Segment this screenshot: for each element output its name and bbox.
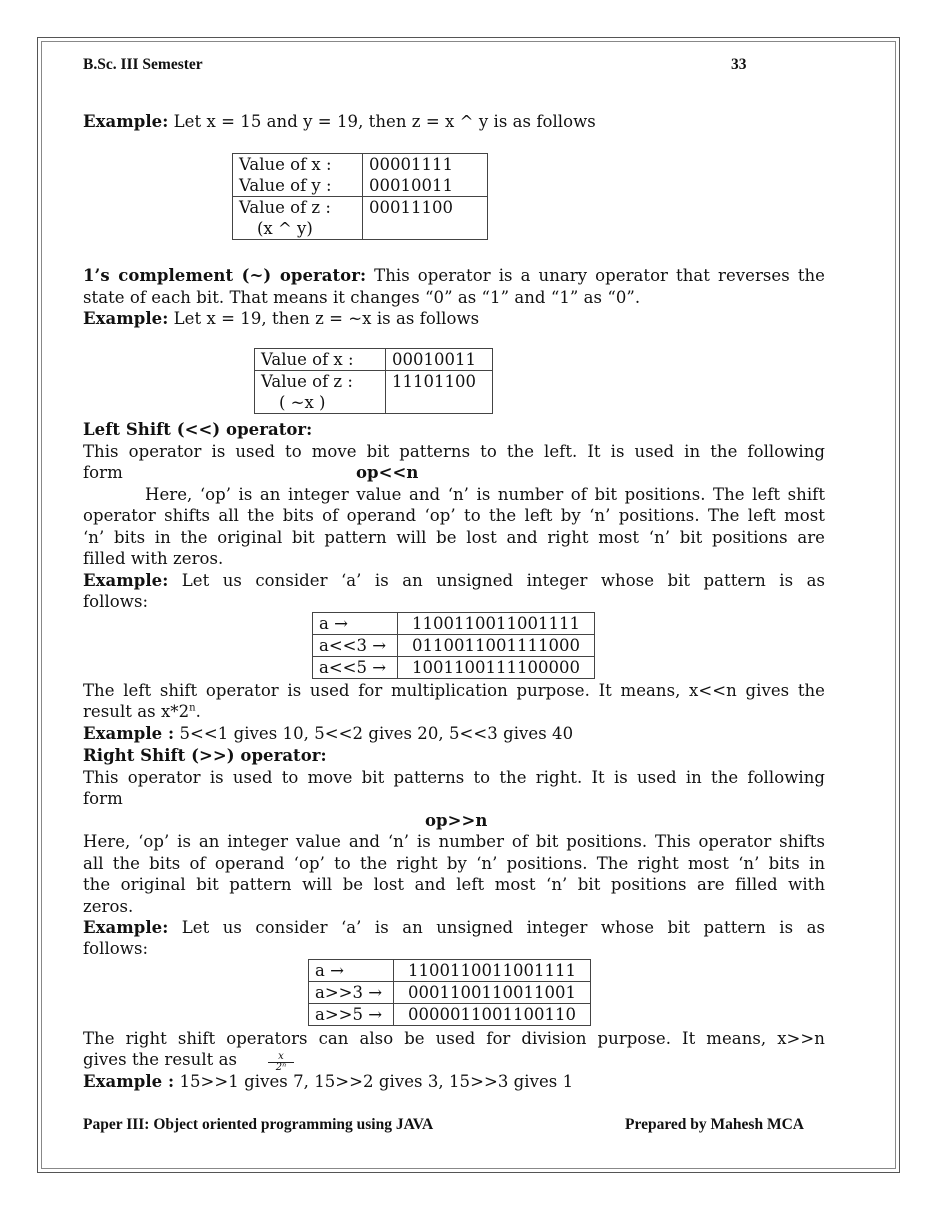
right-shift-line2: form [83,789,123,808]
table-cell: 00011100 [363,197,488,240]
left-shift-example: Example: Let us consider ‘a’ is an unsigned integer whose bit pattern is as [83,571,825,590]
table-cell: a<<3 → [313,635,398,657]
right-shift-heading: Right Shift (>>) operator: [83,746,327,765]
table-cell: 1100110011001111 [398,613,595,635]
right-shift-div-2: gives the result as [83,1050,238,1069]
xor-example-line [83,111,825,132]
left-shift-mult-1: The left shift operator is used for multiplication purpose. It means, x<<n gives the [83,681,825,700]
table-cell: Value of z : (x ^ y) [233,197,363,240]
table-cell: 00001111 00010011 [363,154,488,197]
left-shift-para-1: Here, ‘op’ is an integer value and ‘n’ is number of bit positions. The left shift [145,485,825,504]
right-shift-example-cont: follows: [83,939,149,958]
complement-table [254,348,493,414]
table-row [313,657,595,679]
left-shift-para-4: filled with zeros. [83,549,224,568]
table-cell: Value of z : ( ~x ) [255,371,386,414]
right-shift-div-1: The right shift operators can also be used for division purpose. It means, x>>n [83,1029,825,1048]
table-cell: 0000011001100110 [394,1004,591,1026]
left-shift-heading: Left Shift (<<) operator: [83,420,313,439]
table-row [313,613,595,635]
left-shift-para-3: ‘n’ bits in the original bit pattern will be lost and right most ‘n’ bit positions are [83,528,825,547]
table-cell: Value of x : [255,349,386,371]
table-cell: a → [313,613,398,635]
ones-complement-line1: 1’s complement (~) operator: This operator is a unary operator that reverses the [83,266,825,285]
ones-complement-example: Example: Let x = 19, then z = ~x is as follows [83,309,480,328]
right-shift-para-1: Here, ‘op’ is an integer value and ‘n’ is number of bit positions. This operator shifts [83,832,825,851]
right-shift-example2: Example : 15>>1 gives 7, 15>>2 gives 3, 15>>3 gives 1 [83,1072,574,1091]
left-shift-table [312,612,595,679]
header-page-number: 33 [731,56,747,73]
table-cell: a>>3 → [309,982,394,1004]
left-shift-example2: Example : 5<<1 gives 10, 5<<2 gives 20, 5<<3 gives 40 [83,724,574,743]
table-row [233,197,488,240]
right-shift-line1: This operator is used to move bit patterns to the right. It is used in the following [83,768,825,787]
left-shift-line1: This operator is used to move bit patterns to the left. It is used in the following [83,442,825,461]
header-course: B.Sc. III Semester [83,56,203,73]
right-shift-para-4: zeros. [83,897,134,916]
left-shift-para-2: operator shifts all the bits of operand ‘op’ to the left by ‘n’ positions. The left most [83,506,825,525]
table-cell: 00010011 [386,349,493,371]
table-row [309,982,591,1004]
left-shift-line2: form op<<n [83,463,419,482]
footer-paper-title: Paper III: Object oriented programming using JAVA [83,1116,434,1133]
table-cell: 1100110011001111 [394,960,591,982]
example-text: Let x = 15 and y = 19, then z = x ^ y is as follows [168,112,596,131]
section-heading: 1’s complement (~) operator: [83,266,367,285]
left-shift-mult-2: result as x*2$^n$. [83,702,201,721]
table-cell: 0110011001111000 [398,635,595,657]
fraction-x-over-2n: $\frac{x}{\text{2ⁿ}}$ [268,1052,294,1073]
example-label: Example: [83,112,169,131]
right-shift-table [308,959,591,1026]
table-row [309,960,591,982]
table-cell: 11101100 [386,371,493,414]
table-row [313,635,595,657]
table-row [255,371,493,414]
table-row [309,1004,591,1026]
right-shift-para-2: all the bits of operand ‘op’ to the right by ‘n’ positions. The right most ‘n’ bits in [83,854,825,873]
table-cell: Value of x : Value of y : [233,154,363,197]
table-cell: a>>5 → [309,1004,394,1026]
table-row [233,154,488,197]
table-cell: 1001100111100000 [398,657,595,679]
left-shift-syntax: op<<n [356,463,419,482]
table-cell: 0001100110011001 [394,982,591,1004]
right-shift-syntax: op>>n [425,811,488,830]
table-row [255,349,493,371]
left-shift-example-cont: follows: [83,592,149,611]
footer-author: Prepared by Mahesh MCA [625,1116,804,1133]
right-shift-para-3: the original bit pattern will be lost and left most ‘n’ bit positions are filled with [83,875,825,894]
table-cell: a → [309,960,394,982]
right-shift-example: Example: Let us consider ‘a’ is an unsigned integer whose bit pattern is as [83,918,825,937]
ones-complement-line2: state of each bit. That means it changes “0” as “1” and “1” as “0”. [83,288,641,307]
xor-table [232,153,488,240]
table-cell: a<<5 → [313,657,398,679]
